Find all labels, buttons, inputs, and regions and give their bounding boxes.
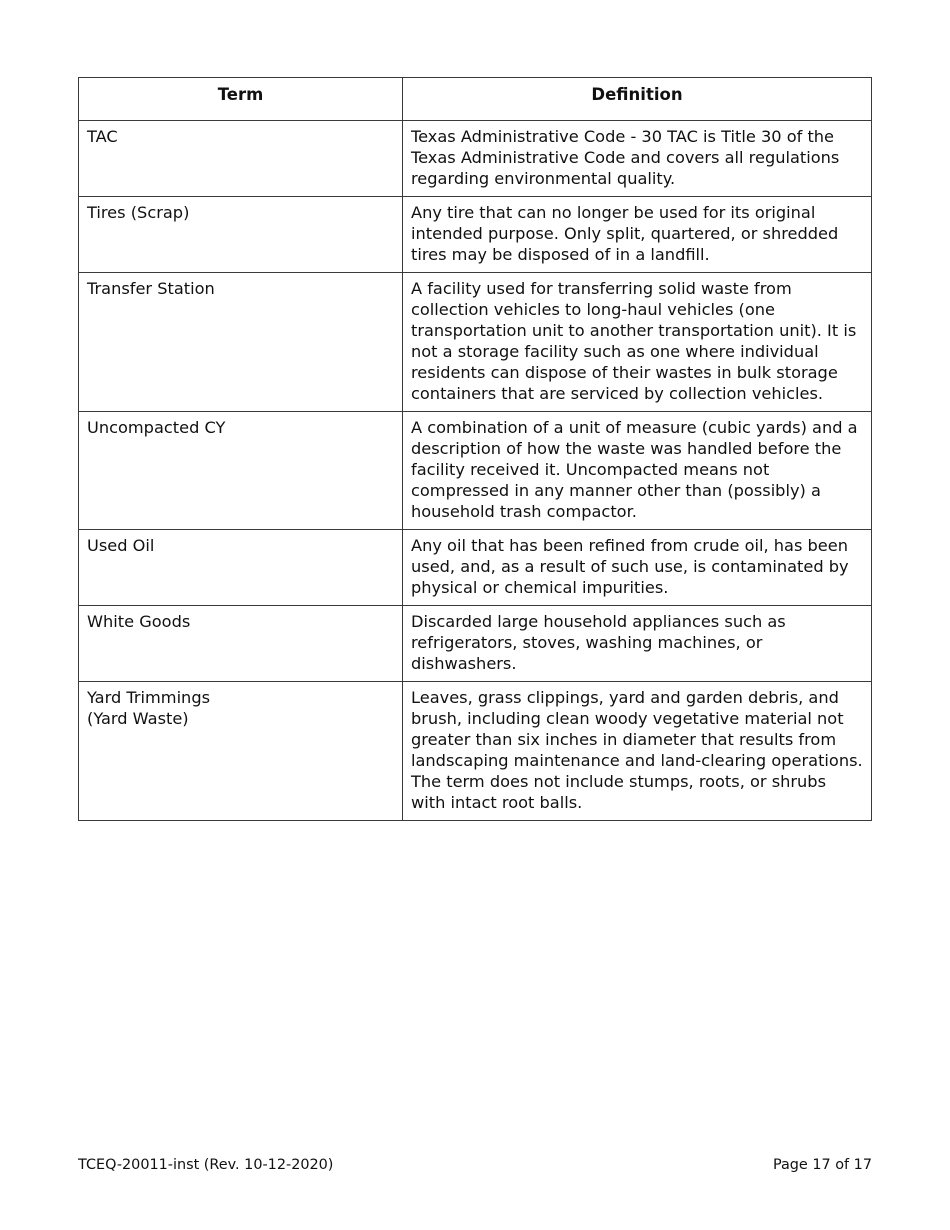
table-row xyxy=(79,412,872,530)
column-header-term: Term xyxy=(79,78,403,121)
table-row xyxy=(79,606,872,682)
term-cell: Transfer Station xyxy=(79,273,403,412)
table-row xyxy=(79,273,872,412)
table-row xyxy=(79,682,872,821)
table-header-row xyxy=(79,78,872,121)
definition-cell: A combination of a unit of measure (cubic yards) and a description of how the waste was handled before the facility received it. Uncompacted means not compressed in any manner other than (possibly) a household trash compactor. xyxy=(403,412,872,530)
definition-cell: A facility used for transferring solid waste from collection vehicles to long-haul vehicles (one transportation unit to another transportation unit). It is not a storage facility such as one where individual residents can dispose of their wastes in bulk storage containers that are serviced by collection vehicles. xyxy=(403,273,872,412)
term-cell: White Goods xyxy=(79,606,403,682)
term-cell: Uncompacted CY xyxy=(79,412,403,530)
footer-form-id: TCEQ-20011-inst (Rev. 10-12-2020) xyxy=(78,1157,334,1173)
footer-page-number: Page 17 of 17 xyxy=(772,1157,872,1173)
definition-cell: Discarded large household appliances such as refrigerators, stoves, washing machines, or dishwashers. xyxy=(403,606,872,682)
definition-cell: Any tire that can no longer be used for its original intended purpose. Only split, quartered, or shredded tires may be disposed of in a landfill. xyxy=(403,197,872,273)
term-cell: Used Oil xyxy=(79,530,403,606)
table-row xyxy=(79,197,872,273)
definition-cell: Leaves, grass clippings, yard and garden debris, and brush, including clean woody vegetative material not greater than six inches in diameter that results from landscaping maintenance and land-clearing operations. The term does not include stumps, roots, or shrubs with intact root balls. xyxy=(403,682,872,821)
definition-cell: Any oil that has been refined from crude oil, has been used, and, as a result of such use, is contaminated by physical or chemical impurities. xyxy=(403,530,872,606)
table-row xyxy=(79,530,872,606)
term-cell: Yard Trimmings (Yard Waste) xyxy=(79,682,403,821)
term-cell: TAC xyxy=(79,121,403,197)
table-row xyxy=(79,121,872,197)
term-cell: Tires (Scrap) xyxy=(79,197,403,273)
column-header-definition: Definition xyxy=(403,78,872,121)
glossary-table xyxy=(78,77,872,821)
definition-cell: Texas Administrative Code - 30 TAC is Title 30 of the Texas Administrative Code and covers all regulations regarding environmental quality. xyxy=(403,121,872,197)
